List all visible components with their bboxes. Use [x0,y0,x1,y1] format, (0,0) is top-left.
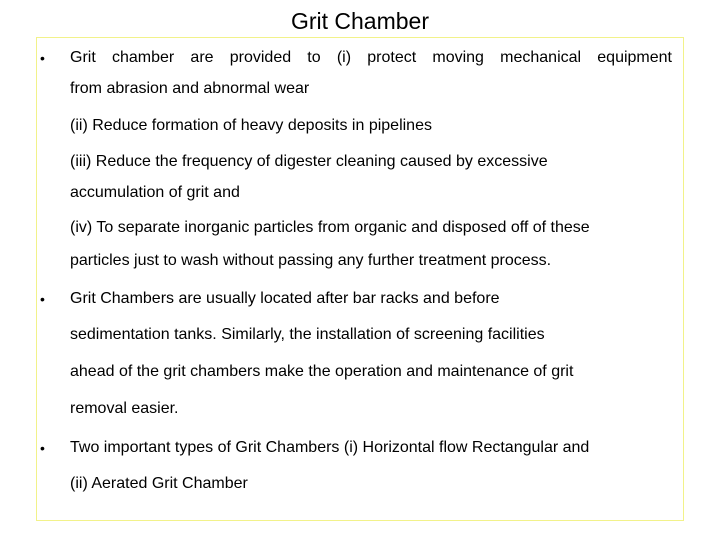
bullet-2-line-1: Grit Chambers are usually located after bar racks and before [70,290,500,307]
bullet-2-line-3: ahead of the grit chambers make the operation and maintenance of grit [70,363,574,380]
bullet-3-line-2: (ii) Aerated Grit Chamber [70,475,248,492]
bullet-1-line-6: (iv) To separate inorganic particles from organic and disposed off of these [70,219,590,236]
bullet-1-line-1: Grit chamber are provided to (i) protect moving mechanical equipment [70,49,672,66]
bullet-marker: • [40,291,45,307]
bullet-1-line-7: particles just to wash without passing any further treatment process. [70,252,552,269]
slide-title: Grit Chamber [290,8,430,34]
bullet-marker: • [40,440,45,456]
bullet-2-line-4: removal easier. [70,400,179,417]
bullet-marker: • [40,50,45,66]
bullet-1-line-3: (ii) Reduce formation of heavy deposits in pipelines [70,117,432,134]
bullet-3-line-1: Two important types of Grit Chambers (i) Horizontal flow Rectangular and [70,439,590,456]
bullet-1-line-5: accumulation of grit and [70,184,240,201]
bullet-1-line-2: from abrasion and abnormal wear [70,80,310,97]
bullet-1-line-4: (iii) Reduce the frequency of digester cleaning caused by excessive [70,153,548,170]
bullet-2-line-2: sedimentation tanks. Similarly, the installation of screening facilities [70,326,545,343]
